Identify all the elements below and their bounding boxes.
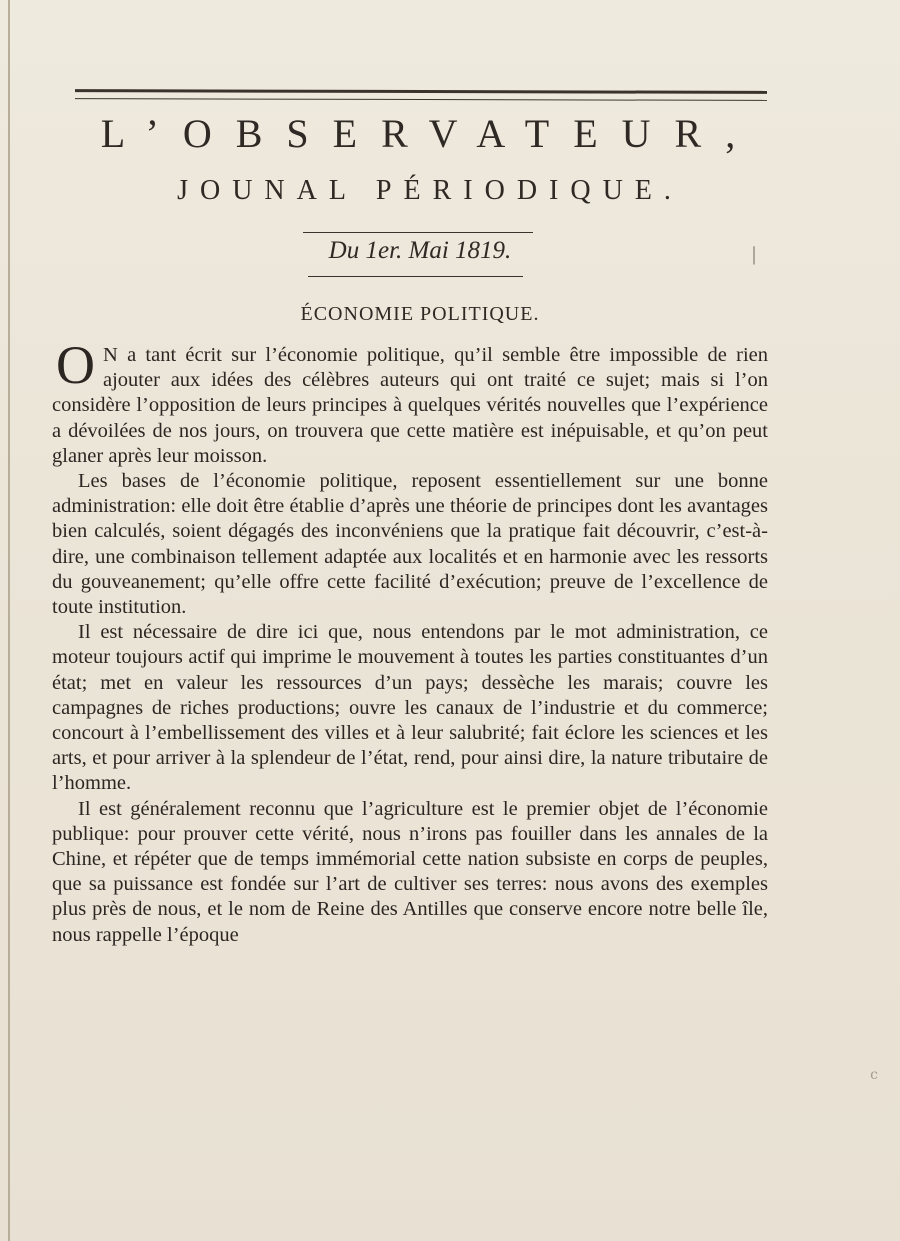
article-paragraph: Il est nécessaire de dire ici que, nous entendons par le mot administration, ce moteur toujours actif qui imprime le mouvement à toutes les parties constituantes d’un état; met en valeur les ressources d’un pays; dessèche les marais; couvre les campagnes de riches productions; ouvre les canaux de l’industrie et du commerce; concourt à l’embellissement des villes et à leur salubrité; fait éclore les sciences et les arts, et pour arriver à la splendeur de l’état, rend, pour ainsi dire, la nature tributaire de l’homme.	[52, 621, 768, 795]
article-paragraph: Les bases de l’économie politique, reposent essentiellement sur une bonne administration: elle doit être établie d’après une théorie de principes dont les avantages bien calculés, soient dégagés des inconvéniens que la pratique fait découvrir, c’est-à-dire, une combinaison tellement adaptée aux localités et en harmonie avec les ressorts du gouveanement; qu’elle offre cette facilité d’exécution; preuve de l’excellence de toute institution.	[52, 470, 768, 619]
paragraph-text: N a tant écrit sur l’économie politique, qu’il semble être impossible de rien ajouter aux idées des célèbres auteurs qui ont traité ce sujet; mais si l’on considère l’opposition de leurs principes à quelques vérités nouvelles que l’expérience a dévoilées de nos jours, on trouvera que cette matière est inépuisable, et qu’on peut glaner après leur moisson.	[52, 344, 768, 467]
margin-marks: |	[752, 243, 757, 265]
date-rule-top	[303, 232, 533, 233]
date-rule-bottom	[308, 276, 523, 277]
issue-date: Du 1er. Mai 1819.	[328, 237, 512, 264]
paper-mark: c	[870, 1067, 878, 1083]
page-edge	[8, 0, 10, 1241]
drop-cap: O	[56, 335, 95, 395]
article-body	[52, 335, 768, 948]
article-paragraph	[52, 335, 768, 469]
masthead-subtitle: JOUNAL PÉRIODIQUE.	[177, 175, 683, 206]
section-title: ÉCONOMIE POLITIQUE.	[300, 303, 540, 325]
masthead-title: L’OBSERVATEUR,	[100, 111, 760, 156]
header-rule	[75, 89, 767, 101]
article-paragraph: Il est généralement reconnu que l’agriculture est le premier objet de l’économie publique: pour prouver cette vérité, nous n’irons pas fouiller dans les annales de la Chine, et répéter que de temps immémorial cette nation subsiste en corps de peuples, que sa puissance est fondée sur l’art de cultiver ses terres: nous avons des exemples plus près de nous, et le nom de Reine des Antilles que conserve encore notre belle île, nous rappelle l’époque	[52, 797, 768, 946]
